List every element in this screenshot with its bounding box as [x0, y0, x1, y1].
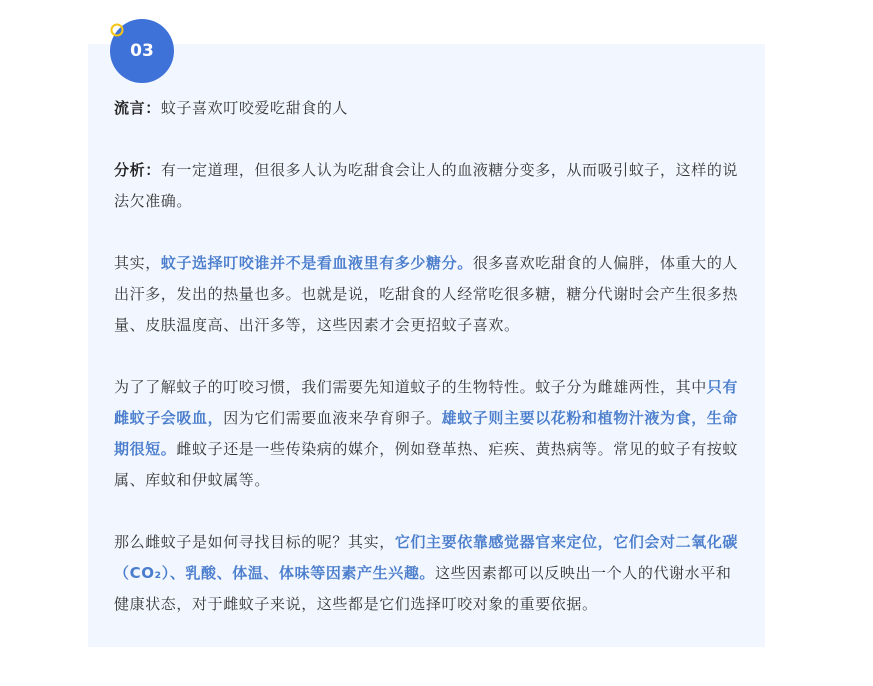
highlighted-text: 只有雌蚊子会吸血，: [114, 378, 739, 427]
highlighted-text: 蚊子选择叮咬谁并不是看血液里有多少糖分。: [160, 254, 473, 272]
paragraph-text: 这些因素都可以反映出一个人的代谢水平和健康状态，对于雌蚊子来说，这些都是它们选择叮咬对象的重要依据。: [114, 564, 732, 613]
rumor-paragraph: [114, 93, 742, 124]
analysis-label: 分析：: [114, 161, 161, 179]
paragraph-text: 其实，: [114, 254, 161, 272]
paragraph-text: 那么雌蚊子是如何寻找目标的呢？其实，: [114, 533, 395, 551]
analysis-text: 有一定道理，但很多人认为吃甜食会让人的血液糖分变多，从而吸引蚊子，这样的说法欠准确。: [114, 161, 739, 210]
highlighted-text: 雄蚊子则主要以花粉和植物汁液为食，生命期很短。: [114, 409, 739, 458]
paragraph-text: 很多喜欢吃甜食的人偏胖，体重大的人出汗多，发出的热量也多。也就是说，吃甜食的人经常吃很多糖，糖分代谢时会产生很多热量、皮肤温度高、出汗多等，这些因素才会更招蚊子喜欢。: [114, 254, 739, 334]
section-number-badge: [109, 18, 175, 84]
rumor-text: 蚊子喜欢叮咬爱吃甜食的人: [160, 99, 349, 117]
rumor-label: 流言：: [114, 99, 161, 117]
targeting-paragraph: [114, 527, 742, 620]
analysis-paragraph: [114, 155, 742, 217]
paragraph-text: 为了了解蚊子的叮咬习惯，我们需要先知道蚊子的生物特性。蚊子分为雌雄两性，其中: [114, 378, 707, 396]
biology-paragraph: [114, 372, 742, 496]
paragraph-text: 雌蚊子还是一些传染病的媒介，例如登革热、疟疾、黄热病等。常见的蚊子有按蚊属、库蚊和伊蚊属等。: [114, 440, 739, 489]
article-body: [114, 93, 742, 651]
highlighted-text: 它们主要依靠感觉器官来定位，它们会对二氧化碳（CO₂）、乳酸、体温、体味等因素产生兴趣。: [114, 533, 739, 582]
paragraph-text: 因为它们需要血液来孕育卵子。: [223, 409, 442, 427]
section-number: 03: [130, 41, 154, 61]
explanation-paragraph: [114, 248, 742, 341]
